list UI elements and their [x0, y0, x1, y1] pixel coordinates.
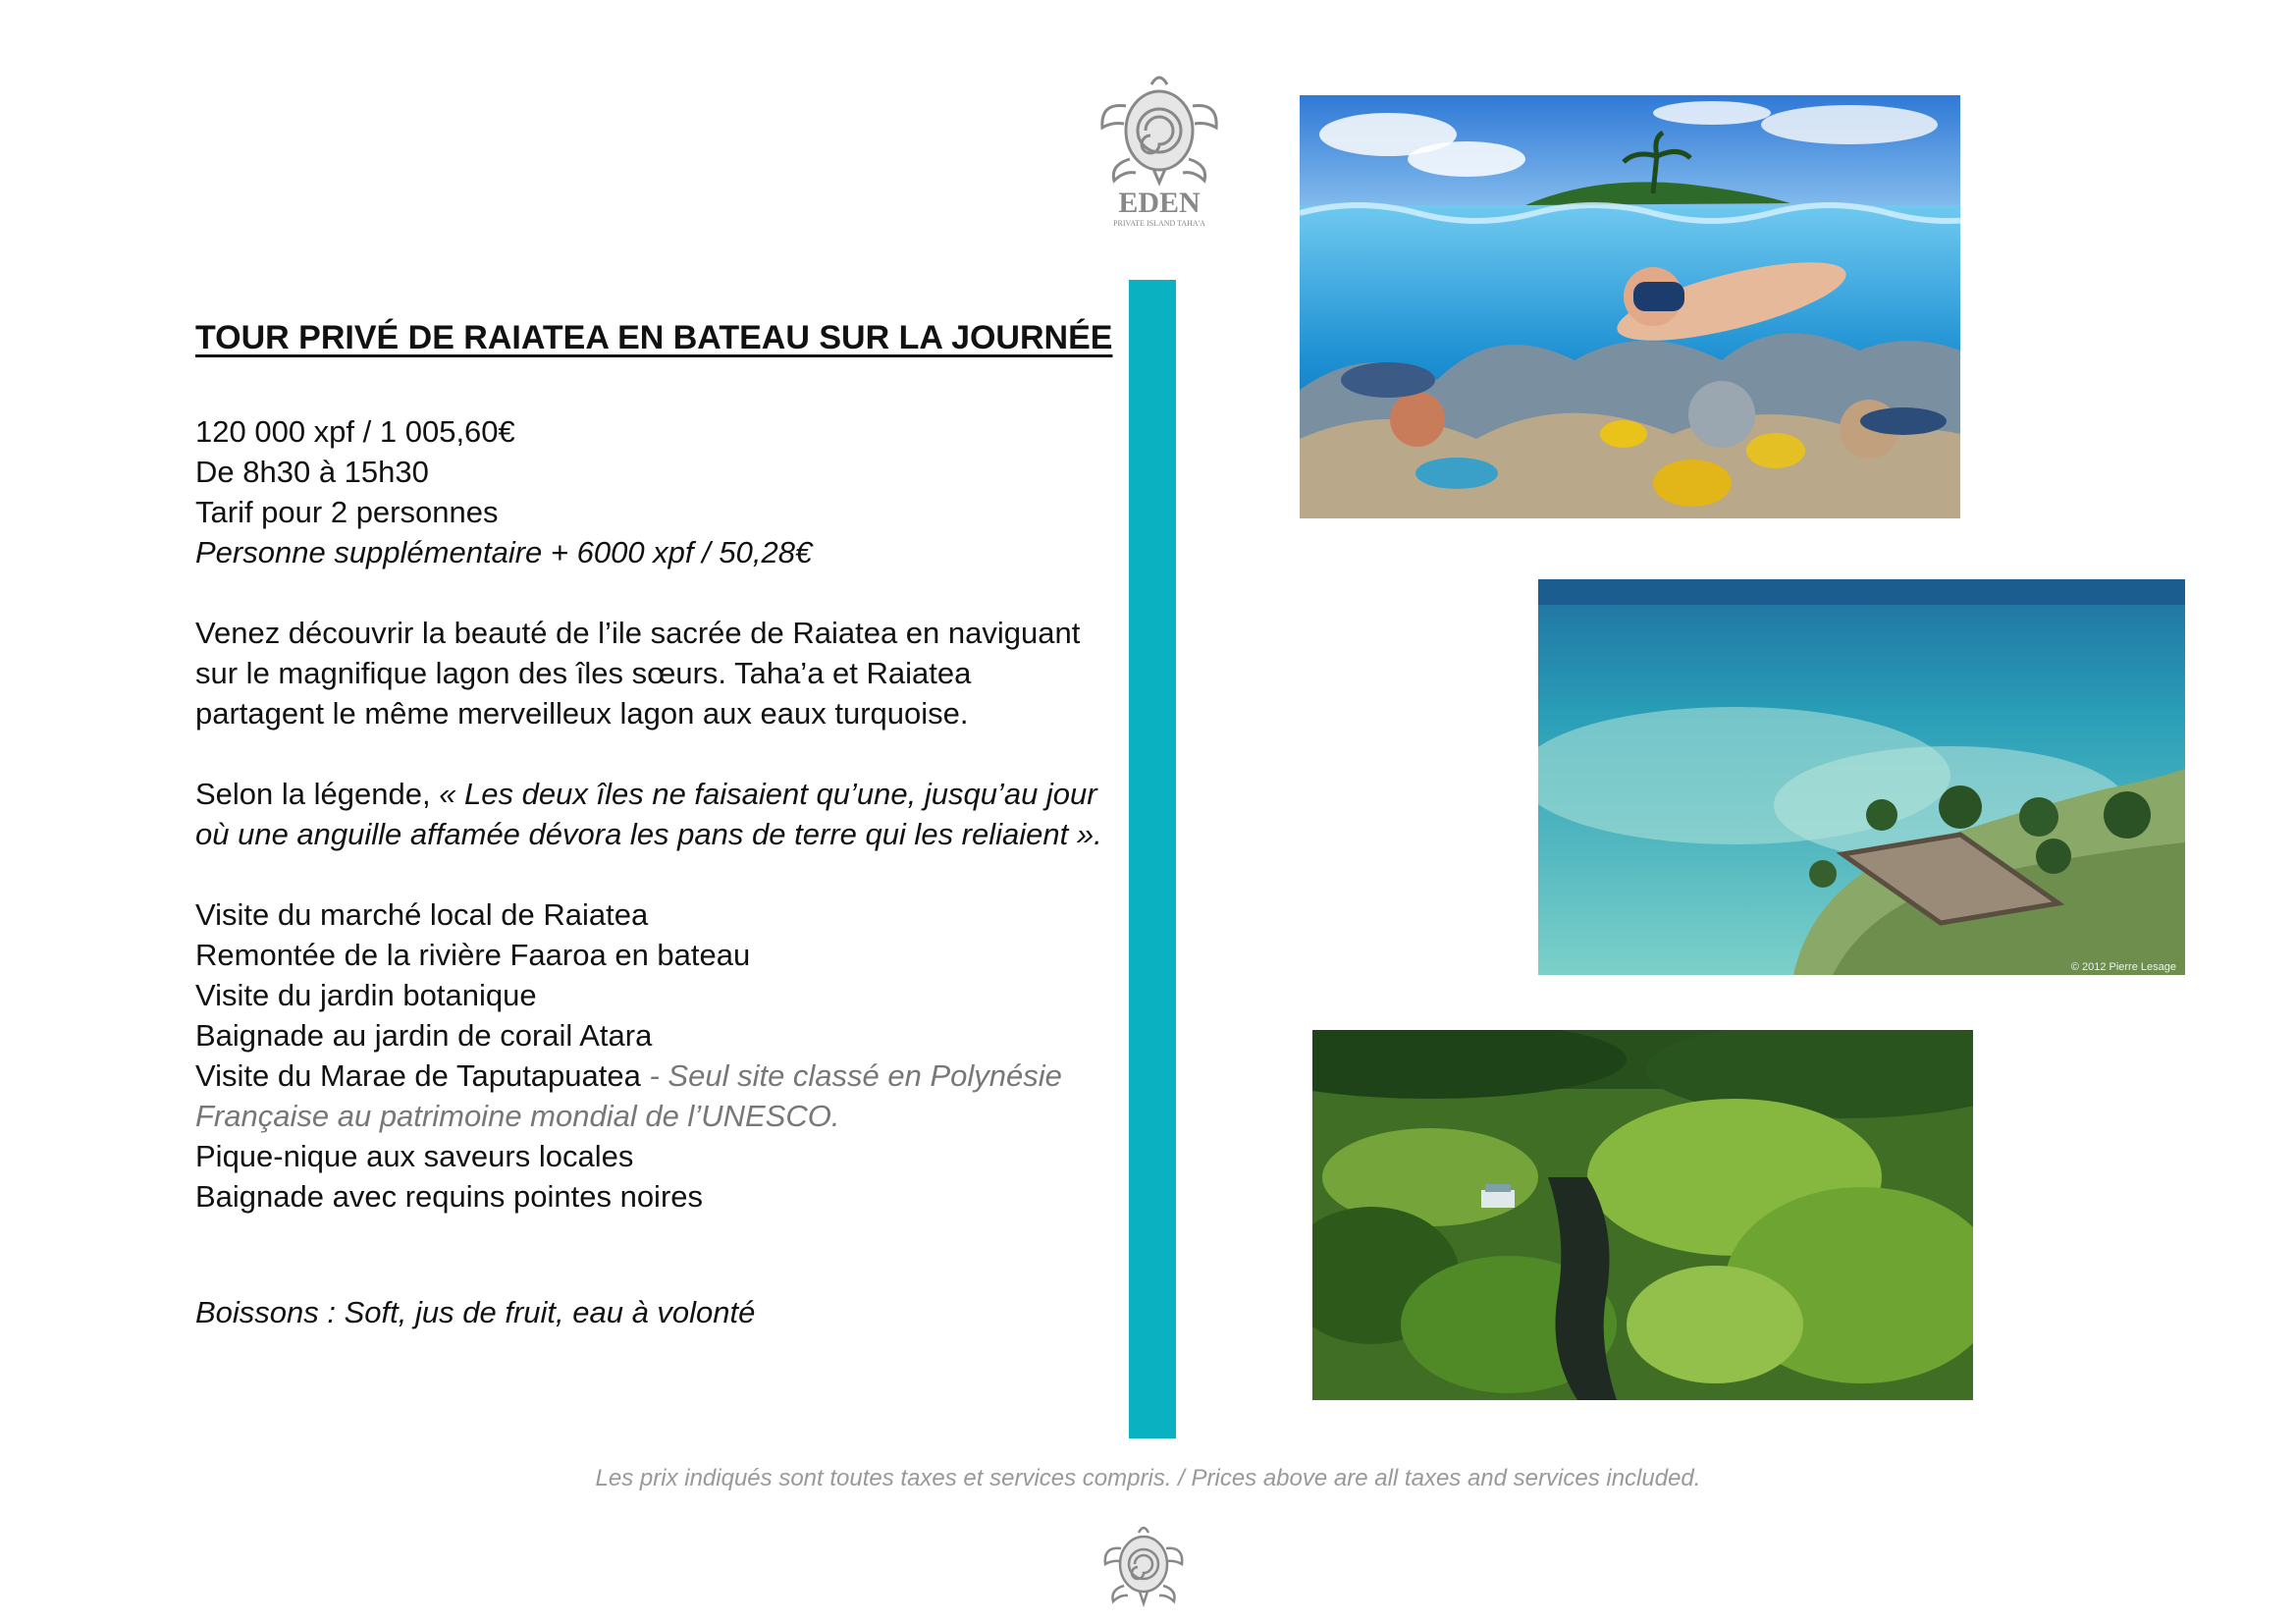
eden-logo	[1093, 57, 1226, 234]
list-item: Remontée de la rivière Faaroa en bateau	[195, 938, 751, 972]
page-title: TOUR PRIVÉ DE RAIATEA EN BATEAU SUR LA JOURNÉE	[195, 319, 1113, 356]
accent-bar	[1129, 280, 1176, 1438]
hours-line: De 8h30 à 15h30	[195, 455, 429, 489]
list-item: Baignade au jardin de corail Atara	[195, 1018, 653, 1053]
list-item: Visite du marché local de Raiatea	[195, 897, 649, 932]
list-item: Baignade avec requins pointes noires	[195, 1179, 704, 1214]
unesco-note: Française au patrimoine mondial de l’UNESCO.	[195, 1099, 840, 1133]
intro-line: sur le magnifique lagon des îles sœurs. Taha’a et Raiatea	[195, 656, 972, 690]
legend-prefix: Selon la légende,	[195, 777, 440, 811]
list-item: Visite du jardin botanique	[195, 978, 537, 1012]
legend-quote: « Les deux îles ne faisaient qu’une, jusqu’au jour	[439, 777, 1097, 811]
faaroa-river-photo	[1312, 1030, 1973, 1400]
intro-line: Venez découvrir la beauté de l’ile sacrée de Raiatea en naviguant	[195, 616, 1081, 650]
legend-paragraph	[195, 774, 1102, 854]
pricing-block	[195, 411, 812, 572]
drinks-line: Boissons : Soft, jus de fruit, eau à volonté	[195, 1295, 756, 1329]
rate-line: Tarif pour 2 personnes	[195, 495, 499, 529]
logo-tagline: PRIVATE ISLAND TAHA'A	[1113, 219, 1205, 228]
list-item: Visite du Marae de Taputapuatea	[195, 1058, 641, 1093]
extra-person-line: Personne supplémentaire + 6000 xpf / 50,28€	[195, 535, 813, 569]
unesco-note: - Seul site classé en Polynésie	[640, 1058, 1062, 1093]
legend-quote: où une anguille affamée dévora les pans de terre qui les reliaient ».	[195, 817, 1102, 851]
activities-list	[195, 894, 1062, 1217]
eden-small-logo-icon	[1099, 1515, 1188, 1613]
photo-credit: © 2012 Pierre Lesage	[2070, 961, 2176, 973]
price-line: 120 000 xpf / 1 005,60€	[195, 414, 515, 449]
intro-line: partagent le même merveilleux lagon aux eaux turquoise.	[195, 696, 969, 731]
list-item: Pique-nique aux saveurs locales	[195, 1139, 634, 1173]
snorkel-photo	[1300, 95, 1960, 518]
marae-lagoon-photo	[1538, 579, 2185, 975]
intro-paragraph	[195, 613, 1080, 733]
logo-brand: EDEN	[1118, 187, 1201, 219]
price-disclaimer: Les prix indiqués sont toutes taxes et services compris. / Prices above are all taxes and services included.	[595, 1465, 1701, 1491]
